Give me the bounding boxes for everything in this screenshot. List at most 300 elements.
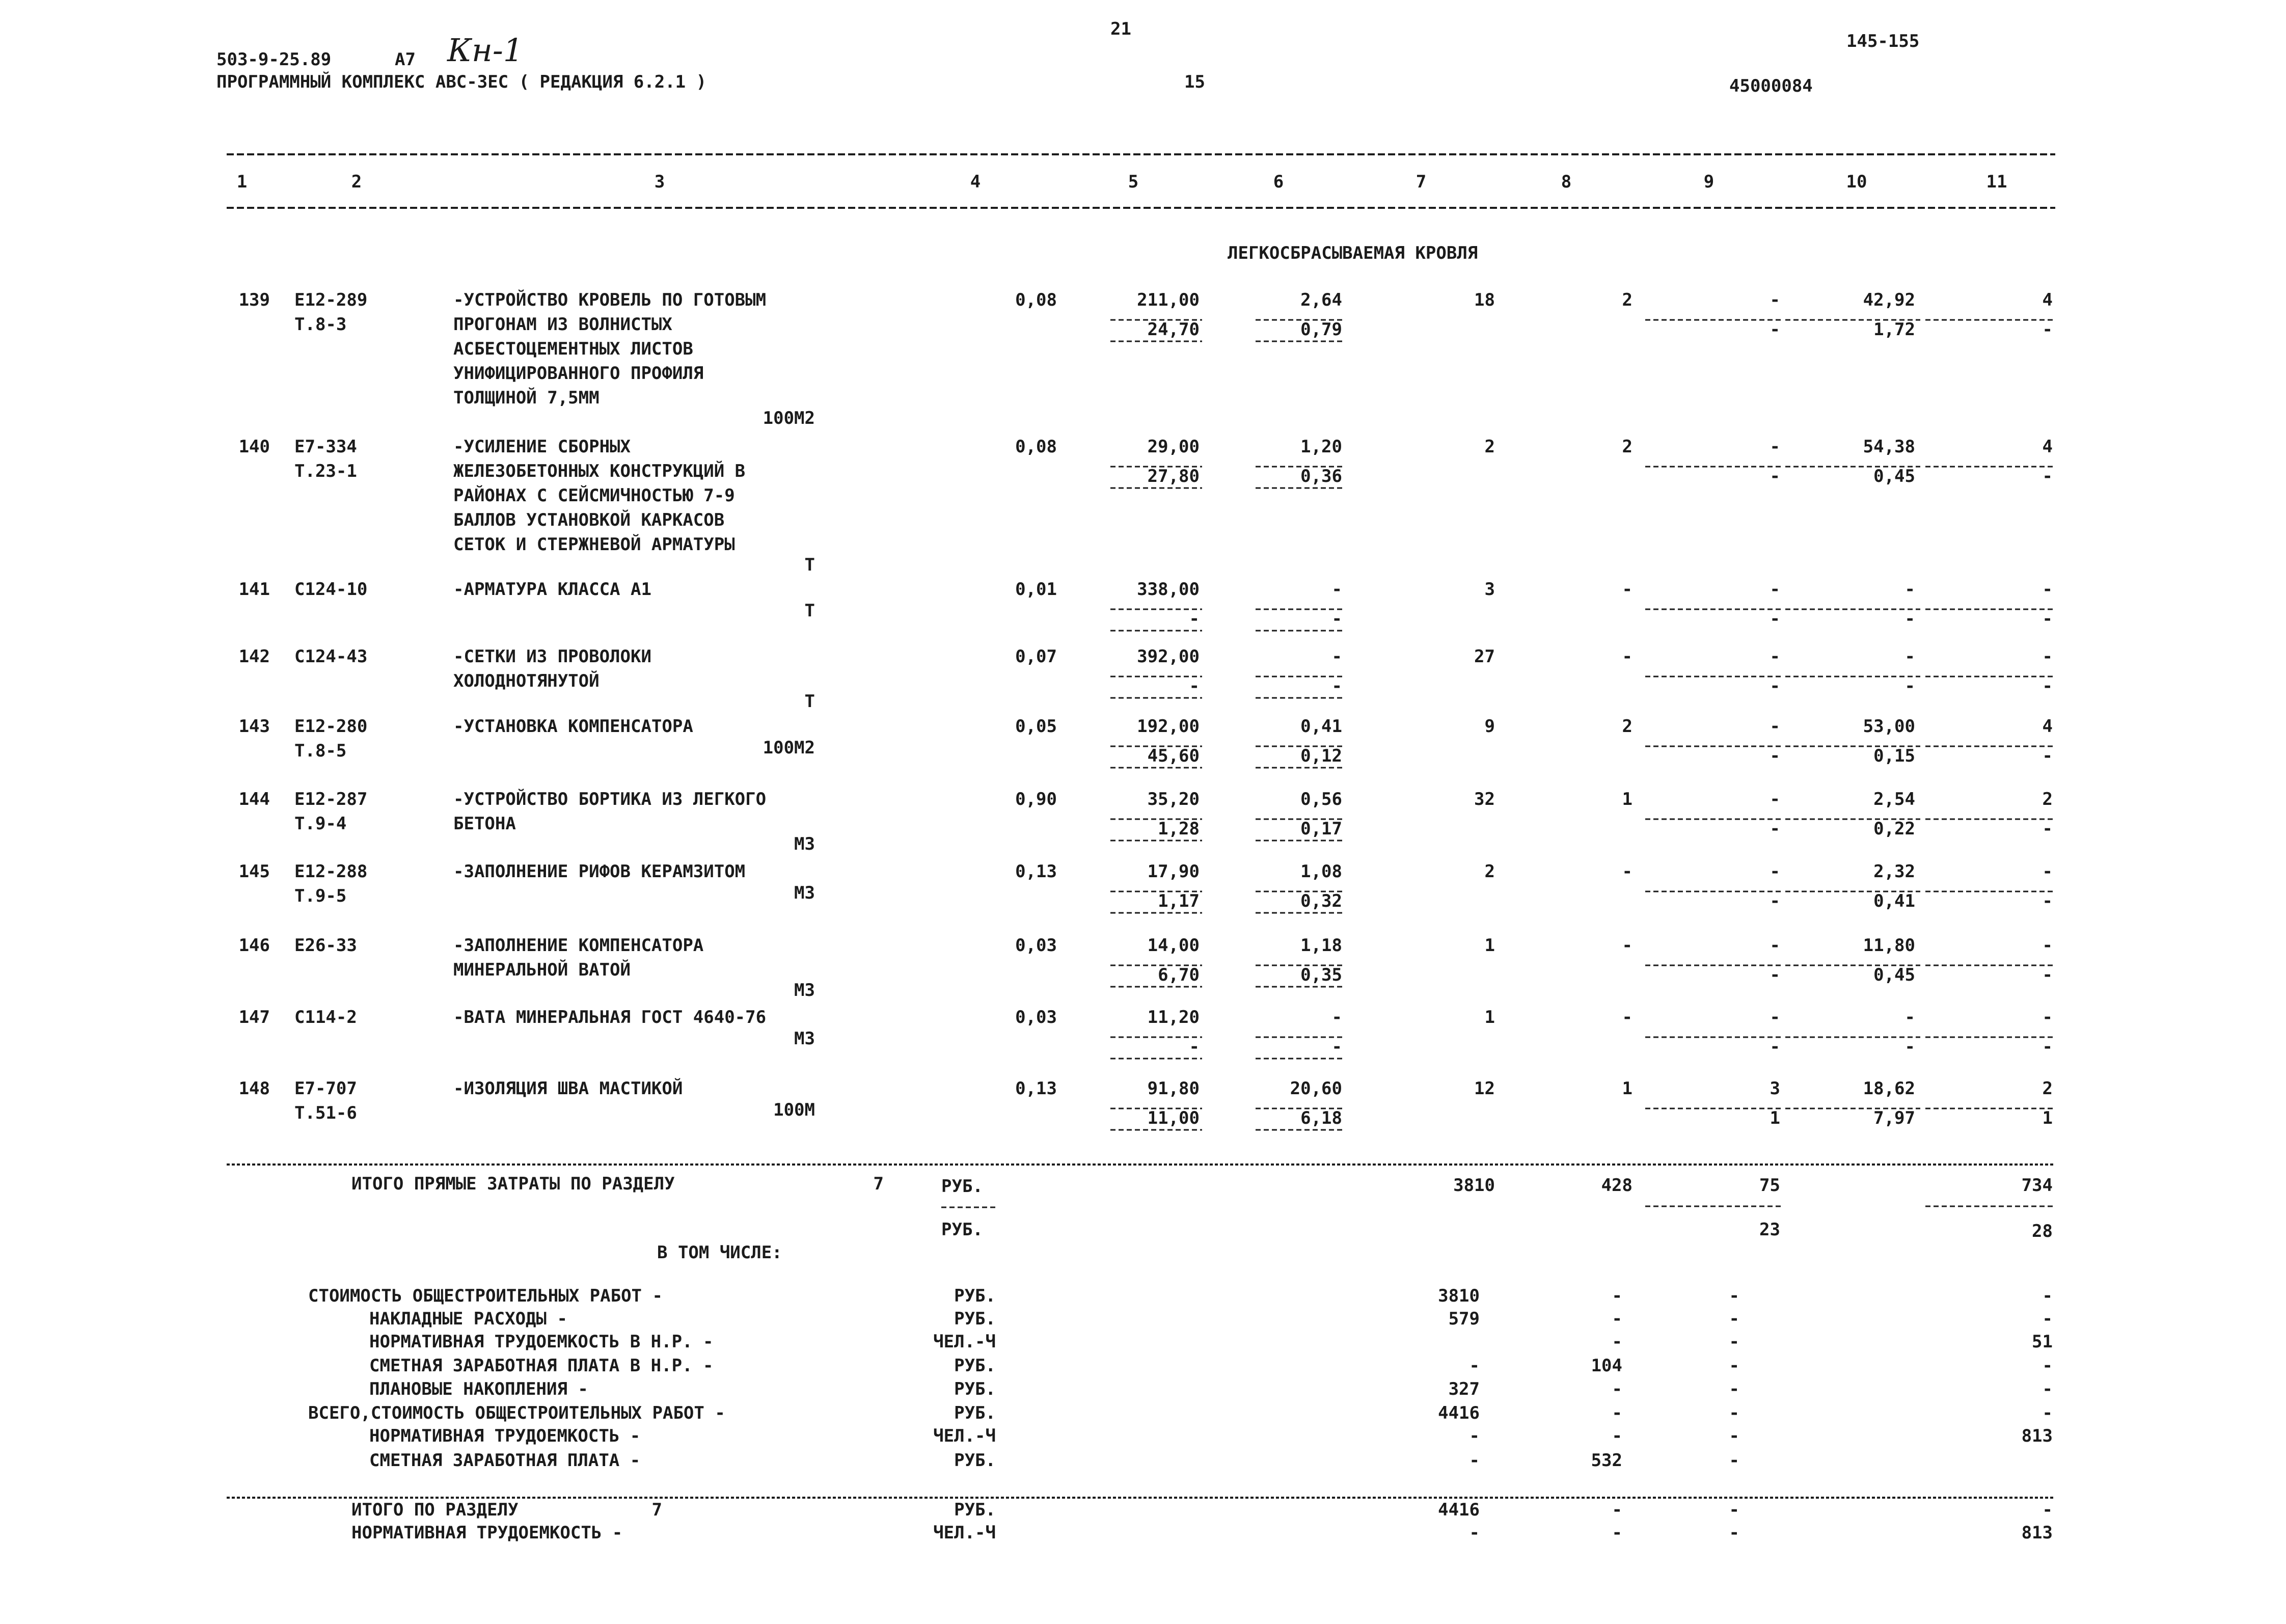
- direct-costs-unit: РУБ.: [941, 1176, 983, 1197]
- direct-costs-machine: 428: [1601, 1175, 1632, 1196]
- row-number: 147: [238, 1007, 270, 1027]
- row-number: 142: [238, 646, 270, 667]
- row-description-line: ЖЕЛЕЗОБЕТОННЫХ КОНСТРУКЦИЙ В: [453, 461, 746, 481]
- summary-label: ВСЕГО,СТОИМОСТЬ ОБЩЕСТРОИТЕЛЬНЫХ РАБОТ -: [308, 1403, 725, 1423]
- row-code: Е26-33: [294, 935, 357, 956]
- row-labor-salary-total: -: [2042, 676, 2053, 696]
- estimate-row: [239, 1078, 2055, 1130]
- row-labor-total: -: [2042, 1007, 2053, 1027]
- row-machine-salary: 0,36: [1300, 466, 1342, 486]
- final-row: [351, 1523, 2053, 1543]
- page-top-number: 21: [1110, 19, 1131, 39]
- row-unit-cost: 14,00: [1147, 935, 1200, 956]
- row-labor-salary: 7,97: [1873, 1108, 1915, 1128]
- summary-label: НАКЛАДНЫЕ РАСХОДЫ -: [369, 1309, 567, 1329]
- row-column-9: 3: [1770, 1078, 1780, 1099]
- row-total-cost: 2: [1484, 861, 1495, 882]
- estimate-row: [239, 437, 2055, 575]
- row-machine-total: -: [1622, 861, 1632, 882]
- section-totals: [227, 1165, 2055, 1543]
- direct-costs-unit-2: РУБ.: [941, 1220, 983, 1240]
- row-column-9-salary: -: [1770, 891, 1780, 911]
- row-description-line: ПРОГОНАМ ИЗ ВОЛНИСТЫХ: [453, 314, 672, 335]
- direct-costs-column-9-salary: 23: [1759, 1220, 1780, 1240]
- summary-row: [369, 1426, 2053, 1446]
- row-machine-salary: 6,18: [1300, 1108, 1342, 1128]
- row-labor-salary-total: -: [2042, 746, 2053, 766]
- row-labor-salary: 0,22: [1873, 819, 1915, 839]
- row-machine-cost: -: [1331, 646, 1342, 667]
- row-total-cost: 12: [1474, 1078, 1495, 1099]
- estimate-row: [239, 789, 2055, 854]
- row-code: С114-2: [294, 1007, 357, 1027]
- row-labor-total: 2: [2042, 1078, 2053, 1099]
- row-unit: М3: [794, 883, 815, 903]
- row-unit: М3: [794, 834, 815, 854]
- final-column-9: -: [1729, 1500, 1739, 1520]
- summary-column-9: -: [1729, 1403, 1739, 1423]
- row-column-9: -: [1770, 1007, 1780, 1027]
- row-machine-total: -: [1622, 1007, 1632, 1027]
- row-labor-cost: 53,00: [1863, 716, 1915, 737]
- row-unit: Т: [804, 601, 815, 621]
- direct-costs-labor: 734: [2021, 1175, 2053, 1196]
- row-labor-salary-total: -: [2042, 466, 2053, 486]
- row-labor-salary-total: 1: [2042, 1108, 2053, 1128]
- summary-total: -: [1469, 1426, 1480, 1446]
- final-total: 4416: [1438, 1500, 1480, 1520]
- summary-column-9: -: [1729, 1286, 1739, 1306]
- row-quantity: 0,08: [1015, 290, 1057, 310]
- row-quantity: 0,01: [1015, 579, 1057, 600]
- summary-machine: -: [1612, 1403, 1622, 1423]
- summary-column-9: -: [1729, 1450, 1739, 1471]
- summary-total: 327: [1448, 1379, 1480, 1399]
- row-quantity: 0,03: [1015, 935, 1057, 956]
- summary-machine: -: [1612, 1379, 1622, 1399]
- summary-total: 4416: [1438, 1403, 1480, 1423]
- row-labor-total: -: [2042, 935, 2053, 956]
- row-unit-cost: 211,00: [1137, 290, 1200, 310]
- summary-row: [369, 1356, 2053, 1376]
- row-total-cost: 18: [1474, 290, 1495, 310]
- row-reference: Т.9-5: [294, 886, 347, 906]
- row-labor-salary: -: [1904, 609, 1915, 629]
- estimate-row: [239, 579, 2055, 631]
- row-machine-salary: 0,35: [1300, 965, 1342, 985]
- section-title: ЛЕГКОСБРАСЫВАЕМАЯ КРОВЛЯ: [1228, 243, 1478, 263]
- summary-labor: -: [2042, 1356, 2053, 1376]
- row-number: 143: [238, 716, 270, 737]
- row-column-9: -: [1770, 861, 1780, 882]
- direct-costs-total: 3810: [1453, 1175, 1495, 1196]
- row-salary-cost: 27,80: [1147, 466, 1200, 486]
- final-unit: РУБ.: [954, 1500, 996, 1520]
- row-salary-cost: 1,28: [1158, 819, 1200, 839]
- row-salary-cost: -: [1189, 609, 1200, 629]
- row-machine-salary: 0,79: [1300, 319, 1342, 340]
- summary-label: ПЛАНОВЫЕ НАКОПЛЕНИЯ -: [369, 1379, 588, 1399]
- column-header-10: 10: [1846, 172, 1867, 192]
- doc-code: 503-9-25.89: [216, 49, 332, 70]
- row-reference: Т.9-4: [294, 814, 347, 834]
- album-code: А7: [395, 49, 416, 70]
- program-line: ПРОГРАММНЫЙ КОМПЛЕКС АВС-3ЕС ( РЕДАКЦИЯ 6.2.1 ): [216, 72, 707, 92]
- row-column-9: -: [1770, 716, 1780, 737]
- document-header: [216, 19, 1919, 96]
- row-machine-salary: -: [1331, 1037, 1342, 1057]
- row-description-line: ТОЛЩИНОЙ 7,5ММ: [453, 388, 600, 408]
- row-salary-cost: 11,00: [1147, 1108, 1200, 1128]
- estimate-row: [239, 861, 2055, 913]
- row-quantity: 0,13: [1015, 861, 1057, 882]
- row-machine-salary: -: [1331, 609, 1342, 629]
- row-unit: Т: [804, 691, 815, 712]
- column-header-8: 8: [1561, 172, 1572, 192]
- summary-machine: 104: [1591, 1356, 1622, 1376]
- row-salary-cost: -: [1189, 1037, 1200, 1057]
- column-header-9: 9: [1703, 172, 1715, 192]
- row-machine-cost: 1,08: [1300, 861, 1342, 882]
- row-labor-salary: 0,45: [1873, 466, 1915, 486]
- final-labor: 813: [2021, 1523, 2053, 1543]
- row-column-9: -: [1770, 290, 1780, 310]
- row-quantity: 0,07: [1015, 646, 1057, 667]
- row-unit: М3: [794, 980, 815, 1000]
- row-labor-cost: 2,32: [1873, 861, 1915, 882]
- row-column-9-salary: -: [1770, 466, 1780, 486]
- row-labor-total: -: [2042, 579, 2053, 600]
- row-code: С124-43: [294, 646, 368, 667]
- row-labor-salary: 0,15: [1873, 746, 1915, 766]
- row-code: Е12-289: [294, 290, 368, 310]
- row-unit-cost: 17,90: [1147, 861, 1200, 882]
- direct-costs-column-9: 75: [1759, 1175, 1780, 1196]
- row-code: Е12-288: [294, 861, 368, 882]
- row-labor-cost: -: [1904, 579, 1915, 600]
- summary-machine: -: [1612, 1332, 1622, 1352]
- row-description-line: -УСТРОЙСТВО БОРТИКА ИЗ ЛЕГКОГО: [453, 789, 767, 809]
- row-description-line: ХОЛОДНОТЯНУТОЙ: [453, 671, 600, 691]
- row-total-cost: 3: [1484, 579, 1495, 600]
- row-salary-cost: 45,60: [1147, 746, 1200, 766]
- row-column-9: -: [1770, 437, 1780, 457]
- row-machine-total: 2: [1622, 290, 1632, 310]
- page-number: 15: [1184, 72, 1205, 92]
- column-header-6: 6: [1273, 172, 1284, 192]
- final-section: 7: [651, 1500, 662, 1520]
- row-description-line: РАЙОНАХ С СЕЙСМИЧНОСТЬЮ 7-9: [453, 485, 735, 506]
- row-labor-salary-total: -: [2042, 965, 2053, 985]
- summary-machine: -: [1612, 1286, 1622, 1306]
- row-description-line: -ИЗОЛЯЦИЯ ШВА МАСТИКОЙ: [453, 1078, 683, 1099]
- summary-unit: РУБ.: [954, 1309, 996, 1329]
- row-code: Е12-287: [294, 789, 368, 809]
- row-machine-salary: 0,17: [1300, 819, 1342, 839]
- summary-unit: ЧЕЛ.-Ч: [933, 1332, 996, 1352]
- final-label: ИТОГО ПО РАЗДЕЛУ: [351, 1500, 519, 1520]
- summary-unit: РУБ.: [954, 1379, 996, 1399]
- estimate-row: [239, 1007, 2055, 1059]
- row-machine-total: -: [1622, 935, 1632, 956]
- page-range: 145-155: [1846, 31, 1920, 51]
- column-header-5: 5: [1128, 172, 1139, 192]
- row-number: 141: [238, 579, 270, 600]
- row-machine-salary: 0,32: [1300, 891, 1342, 911]
- row-unit-cost: 338,00: [1137, 579, 1200, 600]
- row-salary-cost: 6,70: [1158, 965, 1200, 985]
- row-machine-cost: -: [1331, 579, 1342, 600]
- row-machine-total: 1: [1622, 1078, 1632, 1099]
- summary-row: [308, 1286, 2053, 1306]
- row-description-line: -УСТРОЙСТВО КРОВЕЛЬ ПО ГОТОВЫМ: [453, 290, 767, 310]
- row-number: 140: [238, 437, 270, 457]
- row-reference: Т.23-1: [294, 461, 357, 481]
- row-total-cost: 27: [1474, 646, 1495, 667]
- row-unit: 100М2: [763, 738, 815, 758]
- row-description-line: -АРМАТУРА КЛАССА А1: [453, 579, 651, 600]
- summary-machine: -: [1612, 1309, 1622, 1329]
- row-description-line: УНИФИЦИРОВАННОГО ПРОФИЛЯ: [453, 363, 704, 384]
- column-header-11: 11: [1986, 172, 2007, 192]
- estimate-rows: [239, 289, 2055, 1130]
- row-unit-cost: 91,80: [1147, 1078, 1200, 1099]
- summary-unit: РУБ.: [954, 1286, 996, 1306]
- row-unit-cost: 192,00: [1137, 716, 1200, 737]
- summary-labor: -: [2042, 1403, 2053, 1423]
- row-number: 148: [238, 1078, 270, 1099]
- handwritten-mark: Кн-1: [447, 32, 524, 69]
- summary-unit: РУБ.: [954, 1403, 996, 1423]
- including-label: В ТОМ ЧИСЛЕ:: [657, 1242, 782, 1263]
- row-column-9: -: [1770, 789, 1780, 809]
- row-machine-total: 1: [1622, 789, 1632, 809]
- row-labor-salary: 1,72: [1873, 319, 1915, 340]
- row-labor-cost: 11,80: [1863, 935, 1915, 956]
- row-salary-cost: 24,70: [1147, 319, 1200, 340]
- summary-labor: 51: [2032, 1332, 2053, 1352]
- summary-column-9: -: [1729, 1309, 1739, 1329]
- row-labor-cost: 2,54: [1873, 789, 1915, 809]
- row-machine-total: 2: [1622, 437, 1632, 457]
- summary-labor: 813: [2021, 1426, 2053, 1446]
- summary-machine: 532: [1591, 1450, 1622, 1471]
- row-number: 146: [238, 935, 270, 956]
- row-salary-cost: -: [1189, 676, 1200, 696]
- summary-labor: -: [2042, 1379, 2053, 1399]
- column-header-3: 3: [654, 172, 665, 192]
- row-column-9: -: [1770, 935, 1780, 956]
- doc-number: 45000084: [1729, 76, 1813, 96]
- row-column-9-salary: 1: [1770, 1108, 1780, 1128]
- row-salary-cost: 1,17: [1158, 891, 1200, 911]
- row-code: Е7-334: [294, 437, 357, 457]
- row-description-line: БЕТОНА: [453, 814, 516, 834]
- row-unit-cost: 11,20: [1147, 1007, 1200, 1027]
- row-labor-salary-total: -: [2042, 819, 2053, 839]
- row-reference: Т.8-3: [294, 314, 347, 335]
- row-column-9: -: [1770, 579, 1780, 600]
- row-quantity: 0,08: [1015, 437, 1057, 457]
- final-machine: -: [1612, 1523, 1622, 1543]
- row-quantity: 0,05: [1015, 716, 1057, 737]
- row-unit-cost: 35,20: [1147, 789, 1200, 809]
- row-quantity: 0,13: [1015, 1078, 1057, 1099]
- summary-row: [308, 1403, 2053, 1423]
- estimate-row: [239, 289, 2055, 428]
- row-description-line: СЕТОК И СТЕРЖНЕВОЙ АРМАТУРЫ: [453, 534, 735, 555]
- direct-costs-label: ИТОГО ПРЯМЫЕ ЗАТРАТЫ ПО РАЗДЕЛУ: [351, 1174, 675, 1194]
- summary-column-9: -: [1729, 1332, 1739, 1352]
- row-labor-salary: 0,41: [1873, 891, 1915, 911]
- row-machine-total: 2: [1622, 716, 1632, 737]
- row-code: Е12-280: [294, 716, 368, 737]
- final-row: [351, 1500, 2053, 1520]
- row-reference: Т.51-6: [294, 1103, 357, 1123]
- row-machine-total: -: [1622, 579, 1632, 600]
- summary-column-9: -: [1729, 1426, 1739, 1446]
- row-labor-cost: -: [1904, 1007, 1915, 1027]
- row-machine-cost: 2,64: [1300, 290, 1342, 310]
- row-total-cost: 2: [1484, 437, 1495, 457]
- estimate-row: [239, 646, 2055, 712]
- row-total-cost: 9: [1484, 716, 1495, 737]
- row-labor-salary: -: [1904, 1037, 1915, 1057]
- row-labor-salary-total: -: [2042, 609, 2053, 629]
- row-labor-salary: 0,45: [1873, 965, 1915, 985]
- row-labor-salary: -: [1904, 676, 1915, 696]
- row-column-9: -: [1770, 646, 1780, 667]
- row-machine-cost: -: [1331, 1007, 1342, 1027]
- row-machine-salary: 0,12: [1300, 746, 1342, 766]
- direct-costs-labor-salary: 28: [2032, 1221, 2053, 1241]
- summary-total: 579: [1448, 1309, 1480, 1329]
- row-column-9-salary: -: [1770, 1037, 1780, 1057]
- row-labor-cost: 54,38: [1863, 437, 1915, 457]
- summary-machine: -: [1612, 1426, 1622, 1446]
- row-labor-salary-total: -: [2042, 891, 2053, 911]
- row-description-line: -ВАТА МИНЕРАЛЬНАЯ ГОСТ 4640-76: [453, 1007, 767, 1027]
- summary-row: [369, 1332, 2053, 1352]
- row-description-line: -СЕТКИ ИЗ ПРОВОЛОКИ: [453, 646, 651, 667]
- row-labor-salary-total: -: [2042, 319, 2053, 340]
- row-machine-cost: 1,20: [1300, 437, 1342, 457]
- row-column-9-salary: -: [1770, 609, 1780, 629]
- final-total: -: [1469, 1523, 1480, 1543]
- row-machine-total: -: [1622, 646, 1632, 667]
- row-description-line: МИНЕРАЛЬНОЙ ВАТОЙ: [453, 960, 631, 980]
- row-unit: М3: [794, 1028, 815, 1049]
- row-labor-total: 4: [2042, 716, 2053, 737]
- summary-column-9: -: [1729, 1379, 1739, 1399]
- row-number: 144: [238, 789, 270, 809]
- row-column-9-salary: -: [1770, 319, 1780, 340]
- estimate-row: [239, 935, 2055, 1000]
- column-header-7: 7: [1416, 172, 1427, 192]
- row-quantity: 0,90: [1015, 789, 1057, 809]
- row-column-9-salary: -: [1770, 965, 1780, 985]
- summary-label: СТОИМОСТЬ ОБЩЕСТРОИТЕЛЬНЫХ РАБОТ -: [308, 1286, 663, 1306]
- row-unit-cost: 392,00: [1137, 646, 1200, 667]
- summary-unit: РУБ.: [954, 1356, 996, 1376]
- row-machine-salary: -: [1331, 676, 1342, 696]
- summary-row: [369, 1450, 1739, 1471]
- summary-total: -: [1469, 1450, 1480, 1471]
- summary-labor: -: [2042, 1309, 2053, 1329]
- row-labor-total: 4: [2042, 290, 2053, 310]
- summary-label: НОРМАТИВНАЯ ТРУДОЕМКОСТЬ В Н.Р. -: [369, 1332, 714, 1352]
- summary-row: [369, 1379, 2053, 1399]
- summary-label: НОРМАТИВНАЯ ТРУДОЕМКОСТЬ -: [369, 1426, 641, 1446]
- row-column-9-salary: -: [1770, 819, 1780, 839]
- final-column-9: -: [1729, 1523, 1739, 1543]
- summary-unit: ЧЕЛ.-Ч: [933, 1426, 996, 1446]
- row-total-cost: 32: [1474, 789, 1495, 809]
- row-labor-salary-total: -: [2042, 1037, 2053, 1057]
- final-label: НОРМАТИВНАЯ ТРУДОЕМКОСТЬ -: [351, 1523, 623, 1543]
- row-labor-total: 2: [2042, 789, 2053, 809]
- row-labor-total: -: [2042, 861, 2053, 882]
- row-code: Е7-707: [294, 1078, 357, 1099]
- row-total-cost: 1: [1484, 935, 1495, 956]
- summary-total: 3810: [1438, 1286, 1480, 1306]
- direct-costs-section: 7: [873, 1174, 884, 1194]
- row-reference: Т.8-5: [294, 741, 347, 761]
- final-unit: ЧЕЛ.-Ч: [933, 1523, 996, 1543]
- summary-labor: -: [2042, 1286, 2053, 1306]
- row-description-line: -УСИЛЕНИЕ СБОРНЫХ: [453, 437, 631, 457]
- row-quantity: 0,03: [1015, 1007, 1057, 1027]
- summary-unit: РУБ.: [954, 1450, 996, 1471]
- row-description-line: АСБЕСТОЦЕМЕНТНЫХ ЛИСТОВ: [453, 339, 693, 359]
- row-number: 145: [238, 861, 270, 882]
- row-unit: 100М: [773, 1100, 815, 1120]
- row-labor-total: 4: [2042, 437, 2053, 457]
- row-number: 139: [238, 290, 270, 310]
- summary-label: СМЕТНАЯ ЗАРАБОТНАЯ ПЛАТА -: [369, 1450, 641, 1471]
- row-labor-total: -: [2042, 646, 2053, 667]
- row-description-line: -ЗАПОЛНЕНИЕ РИФОВ КЕРАМЗИТОМ: [453, 861, 746, 882]
- row-machine-cost: 20,60: [1290, 1078, 1342, 1099]
- column-headers: [237, 172, 2007, 192]
- column-header-1: 1: [236, 172, 248, 192]
- row-unit: 100М2: [763, 408, 815, 428]
- row-machine-cost: 0,56: [1300, 789, 1342, 809]
- column-header-4: 4: [970, 172, 981, 192]
- summary-row: [369, 1309, 2053, 1329]
- column-header-2: 2: [351, 172, 362, 192]
- row-description-line: -УСТАНОВКА КОМПЕНСАТОРА: [453, 716, 693, 737]
- row-labor-cost: 18,62: [1863, 1078, 1915, 1099]
- row-column-9-salary: -: [1770, 676, 1780, 696]
- row-unit: Т: [804, 555, 815, 575]
- row-machine-cost: 0,41: [1300, 716, 1342, 737]
- row-description-line: БАЛЛОВ УСТАНОВКОЙ КАРКАСОВ: [453, 510, 725, 530]
- row-description-line: -ЗАПОЛНЕНИЕ КОМПЕНСАТОРА: [453, 935, 704, 956]
- row-unit-cost: 29,00: [1147, 437, 1200, 457]
- row-total-cost: 1: [1484, 1007, 1495, 1027]
- summary-total: -: [1469, 1356, 1480, 1376]
- row-code: С124-10: [294, 579, 368, 600]
- row-column-9-salary: -: [1770, 746, 1780, 766]
- row-labor-cost: -: [1904, 646, 1915, 667]
- estimate-row: [239, 716, 2055, 768]
- summary-column-9: -: [1729, 1356, 1739, 1376]
- row-machine-cost: 1,18: [1300, 935, 1342, 956]
- summary-label: СМЕТНАЯ ЗАРАБОТНАЯ ПЛАТА В Н.Р. -: [369, 1356, 714, 1376]
- final-machine: -: [1612, 1500, 1622, 1520]
- row-labor-cost: 42,92: [1863, 290, 1915, 310]
